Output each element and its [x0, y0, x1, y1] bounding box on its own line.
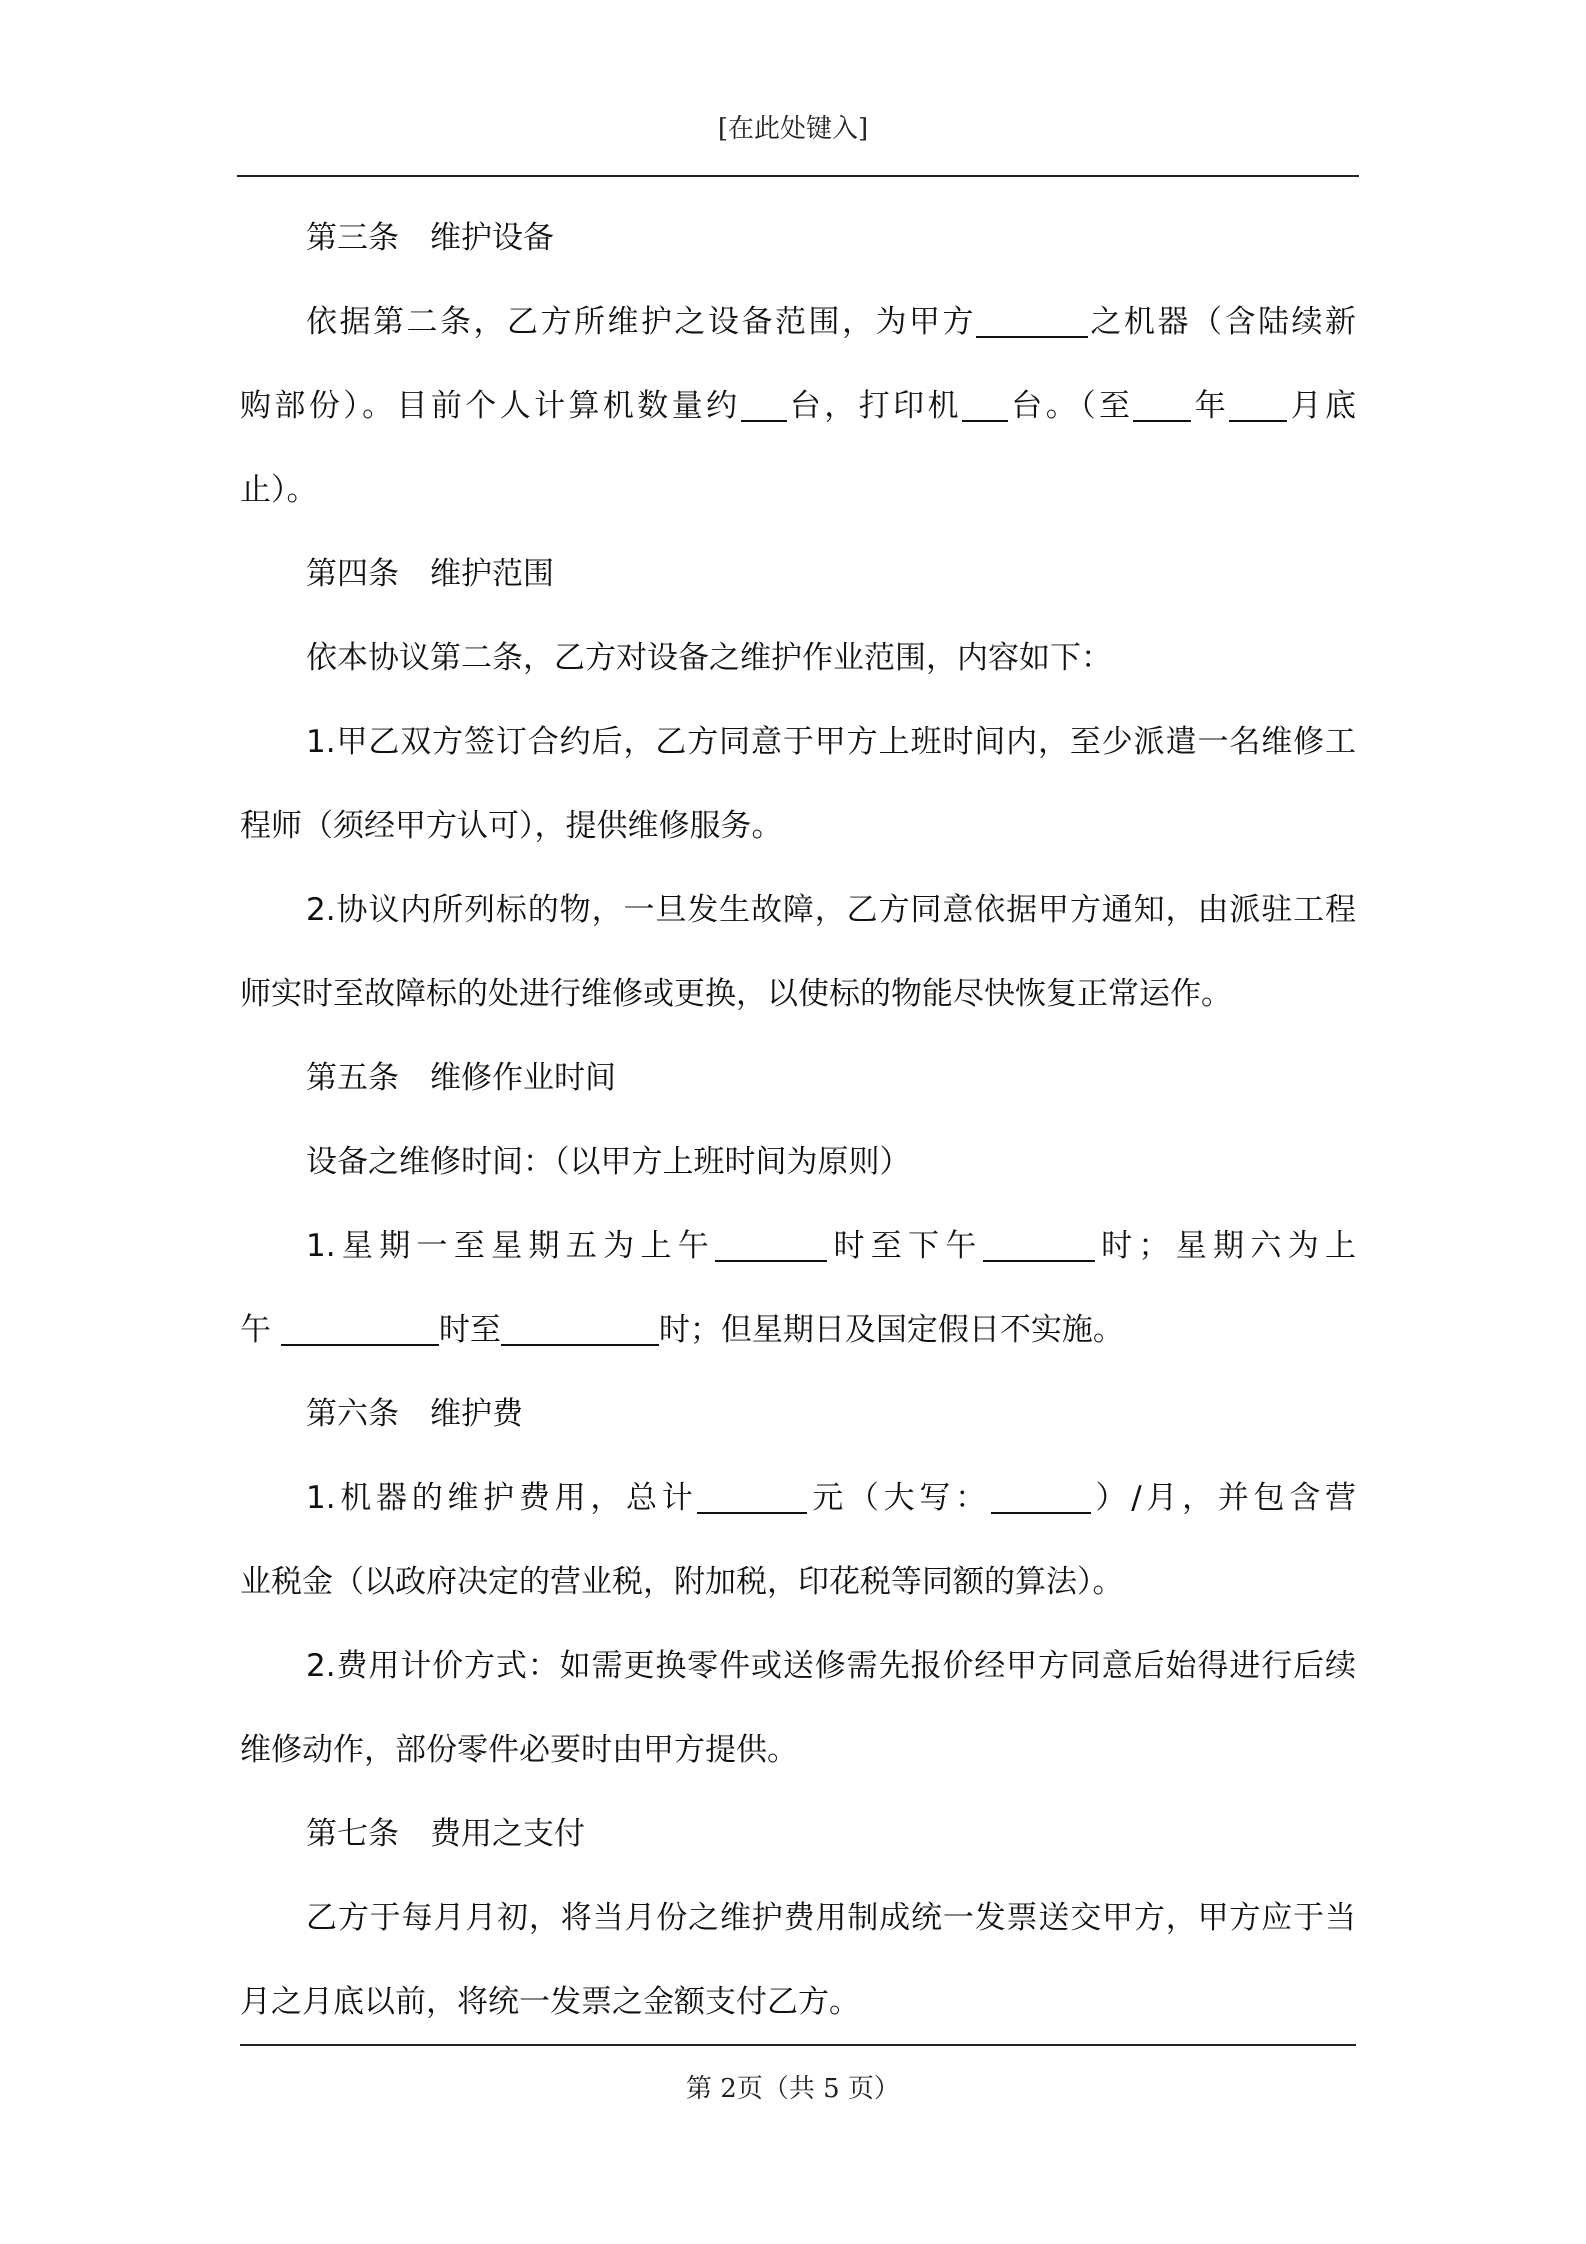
page-number-footer: 第 2页（共 5 页） — [686, 2074, 900, 2104]
paragraph-line: 乙方于每月月初，将当月份之维护费用制成统一发票送交甲方，甲方应于当 — [306, 1900, 1356, 1936]
paragraph-line: 2.协议内所列标的物，一旦发生故障，乙方同意依据甲方通知，由派驻工程 — [306, 892, 1356, 928]
article-heading-5: 第五条 维修作业时间 — [306, 1060, 616, 1096]
footer-divider — [240, 2044, 1356, 2046]
fill-blank[interactable] — [501, 1311, 659, 1346]
fill-blank[interactable] — [697, 1479, 807, 1514]
paragraph-line: 购部份）。目前个人计算机数量约 台，打印机 台。（至 年 月底 — [240, 388, 1357, 424]
fill-blank[interactable] — [1133, 387, 1191, 422]
article-heading-6: 第六条 维护费 — [306, 1396, 523, 1432]
article-heading-4: 第四条 维护范围 — [306, 556, 554, 592]
fill-blank[interactable] — [983, 1227, 1095, 1262]
article-heading-7: 第七条 费用之支付 — [306, 1816, 585, 1852]
paragraph-line: 月之月底以前，将统一发票之金额支付乙方。 — [240, 1984, 860, 2020]
paragraph-line: 1.甲乙双方签订合约后，乙方同意于甲方上班时间内，至少派遣一名维修工 — [306, 724, 1356, 760]
contract-body — [240, 196, 1356, 2044]
paragraph-line: 止）。 — [240, 472, 318, 508]
header-divider — [237, 175, 1359, 177]
paragraph-line: 设备之维修时间：（以甲方上班时间为原则） — [306, 1144, 911, 1180]
fill-blank[interactable] — [741, 387, 787, 422]
paragraph-line: 2.费用计价方式：如需更换零件或送修需先报价经甲方同意后始得进行后续 — [306, 1648, 1356, 1684]
article-heading-3: 第三条 维护设备 — [306, 220, 554, 256]
paragraph-line: 1.星期一至星期五为上午 时至下午 时；星期六为上 — [306, 1228, 1357, 1264]
fill-blank[interactable] — [281, 1311, 439, 1346]
paragraph-line: 依本协议第二条，乙方对设备之维护作业范围，内容如下： — [306, 640, 1112, 676]
fill-blank[interactable] — [715, 1227, 827, 1262]
paragraph-line: 1.机器的维护费用，总计 元（大写： ）/月，并包含营 — [306, 1480, 1356, 1516]
paragraph-line: 维修动作，部份零件必要时由甲方提供。 — [240, 1732, 798, 1768]
paragraph-line: 依据第二条，乙方所维护之设备范围，为甲方 之机器（含陆续新 — [306, 304, 1356, 340]
paragraph-line: 午 时至 时；但星期日及国定假日不实施。 — [240, 1312, 1124, 1348]
fill-blank[interactable] — [991, 1479, 1091, 1514]
page-header: [在此处键入] — [717, 114, 869, 144]
paragraph-line: 程师（须经甲方认可），提供维修服务。 — [240, 808, 783, 844]
fill-blank[interactable] — [976, 303, 1088, 338]
fill-blank[interactable] — [962, 387, 1008, 422]
paragraph-line: 师实时至故障标的处进行维修或更换，以使标的物能尽快恢复正常运作。 — [240, 976, 1232, 1012]
fill-blank[interactable] — [1229, 387, 1287, 422]
paragraph-line: 业税金（以政府决定的营业税，附加税，印花税等同额的算法）。 — [240, 1564, 1124, 1600]
